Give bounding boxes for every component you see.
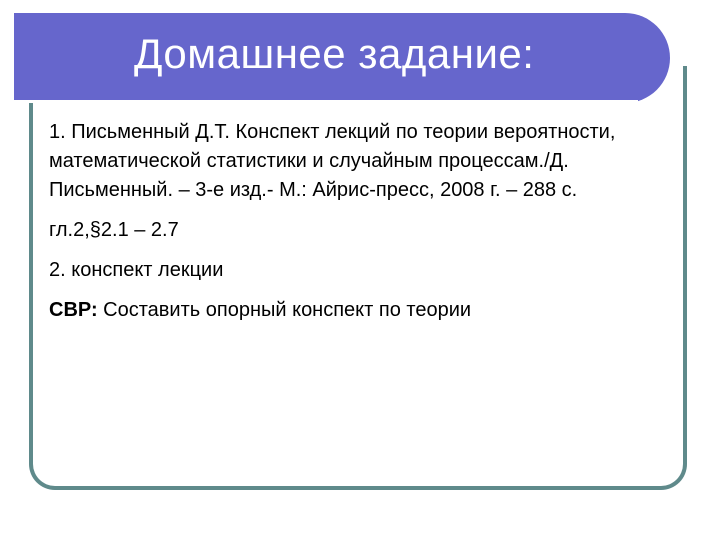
homework-item-srs <box>49 296 649 325</box>
srs-text: Составить опорный конспект по теории <box>97 299 472 321</box>
homework-item-textbook: 1. Письменный Д.Т. Конспект лекций по теории вероятности, математической статистики и случайным процессам./Д. Письменный. – 3-е изд.- М.: Айрис-пресс, 2008 г. – 288 с. <box>49 121 616 201</box>
slide-title: Домашнее задание: <box>134 30 535 77</box>
title-underline <box>14 100 638 103</box>
homework-item-lecture-notes: 2. конспект лекции <box>49 259 224 281</box>
srs-label: СВР: <box>49 299 98 321</box>
homework-item-chapter: гл.2,§2.1 – 2.7 <box>49 219 179 241</box>
slide-content <box>49 118 649 336</box>
